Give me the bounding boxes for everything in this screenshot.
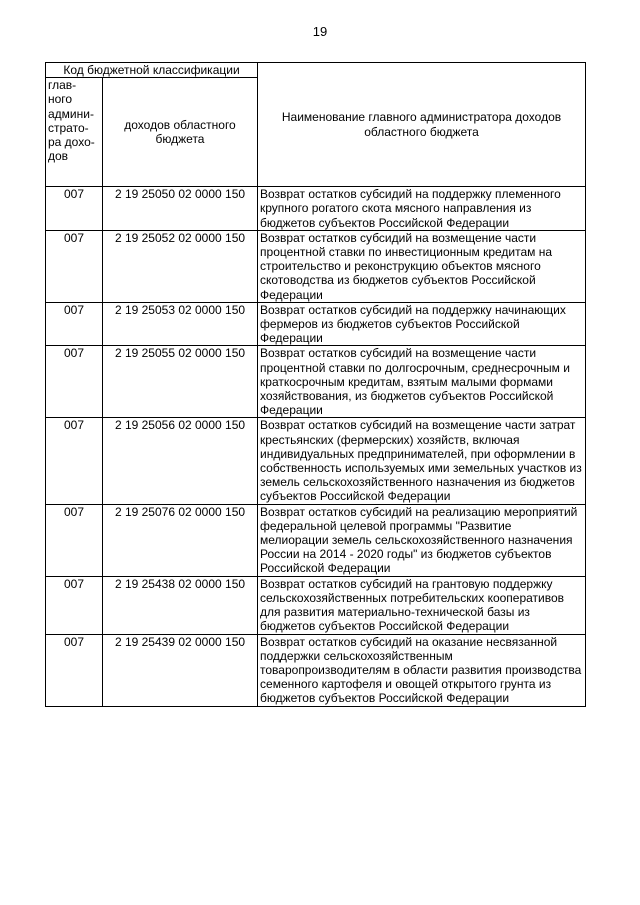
header-row-group	[46, 63, 586, 78]
admin-code-cell: 007	[46, 418, 103, 504]
table-row	[46, 634, 586, 706]
income-code-cell: 2 19 25076 02 0000 150	[103, 504, 258, 576]
income-name-cell: Возврат остатков субсидий на возмещение части затрат крестьянских (фермерских) хозяйств, включая индивидуальных предпринимателей, при оформлении в собственность используемых ими земельных участков из земель сельскохозяйственного назначения из бюджетов субъектов Российской Федерации	[258, 418, 586, 504]
table-row	[46, 504, 586, 576]
table-row	[46, 346, 586, 418]
income-name-cell: Возврат остатков субсидий на грантовую поддержку сельскохозяйственных потребительских кооперативов для развития материально-технической базы из бюджетов субъектов Российской Федерации	[258, 576, 586, 634]
header-main-administrator	[46, 78, 103, 187]
table-row	[46, 418, 586, 504]
table-body	[46, 63, 586, 707]
table-row	[46, 187, 586, 231]
table-row	[46, 230, 586, 302]
budget-classification-table	[45, 62, 586, 707]
income-code-cell: 2 19 25056 02 0000 150	[103, 418, 258, 504]
income-name-cell: Возврат остатков субсидий на поддержку начинающих фермеров из бюджетов субъектов Российской Федерации	[258, 302, 586, 346]
table-row	[46, 576, 586, 634]
admin-code-cell: 007	[46, 634, 103, 706]
header-budget-classification-code: Код бюджетной классификации	[46, 63, 258, 78]
income-code-cell: 2 19 25439 02 0000 150	[103, 634, 258, 706]
admin-code-cell: 007	[46, 576, 103, 634]
income-name-cell: Возврат остатков субсидий на оказание несвязанной поддержки сельскохозяйственным товаропроизводителям в области развития производства семенного картофеля и овощей открытого грунта из бюджетов субъектов Российской Федерации	[258, 634, 586, 706]
income-name-cell: Возврат остатков субсидий на возмещение части процентной ставки по долгосрочным, среднесрочным и краткосрочным кредитам, взятым малыми формами хозяйствования, из бюджетов субъектов Российской Федерации	[258, 346, 586, 418]
income-code-cell: 2 19 25055 02 0000 150	[103, 346, 258, 418]
table-row	[46, 302, 586, 346]
header-income-code: доходов областного бюджета	[103, 78, 258, 187]
income-code-cell: 2 19 25438 02 0000 150	[103, 576, 258, 634]
header-main-administrator-label: глав- ного админи- страто- ра дохо- дов	[48, 78, 95, 164]
admin-code-cell: 007	[46, 346, 103, 418]
income-name-cell: Возврат остатков субсидий на возмещение части процентной ставки по инвестиционным кредитам на строительство и реконструкцию объектов мясного скотоводства из бюджетов субъектов Российской Федерации	[258, 230, 586, 302]
income-code-cell: 2 19 25053 02 0000 150	[103, 302, 258, 346]
admin-code-cell: 007	[46, 187, 103, 231]
admin-code-cell: 007	[46, 302, 103, 346]
income-name-cell: Возврат остатков субсидий на поддержку племенного крупного рогатого скота мясного направления из бюджетов субъектов Российской Федерации	[258, 187, 586, 231]
page-number: 19	[312, 24, 328, 39]
income-name-cell: Возврат остатков субсидий на реализацию мероприятий федеральной целевой программы "Развитие мелиорации земель сельскохозяйственного назначения России на 2014 - 2020 годы" из бюджетов субъектов Российской Федерации	[258, 504, 586, 576]
income-code-cell: 2 19 25052 02 0000 150	[103, 230, 258, 302]
admin-code-cell: 007	[46, 504, 103, 576]
income-code-cell: 2 19 25050 02 0000 150	[103, 187, 258, 231]
admin-code-cell: 007	[46, 230, 103, 302]
header-administrator-name: Наименование главного администратора доходов областного бюджета	[258, 63, 586, 187]
